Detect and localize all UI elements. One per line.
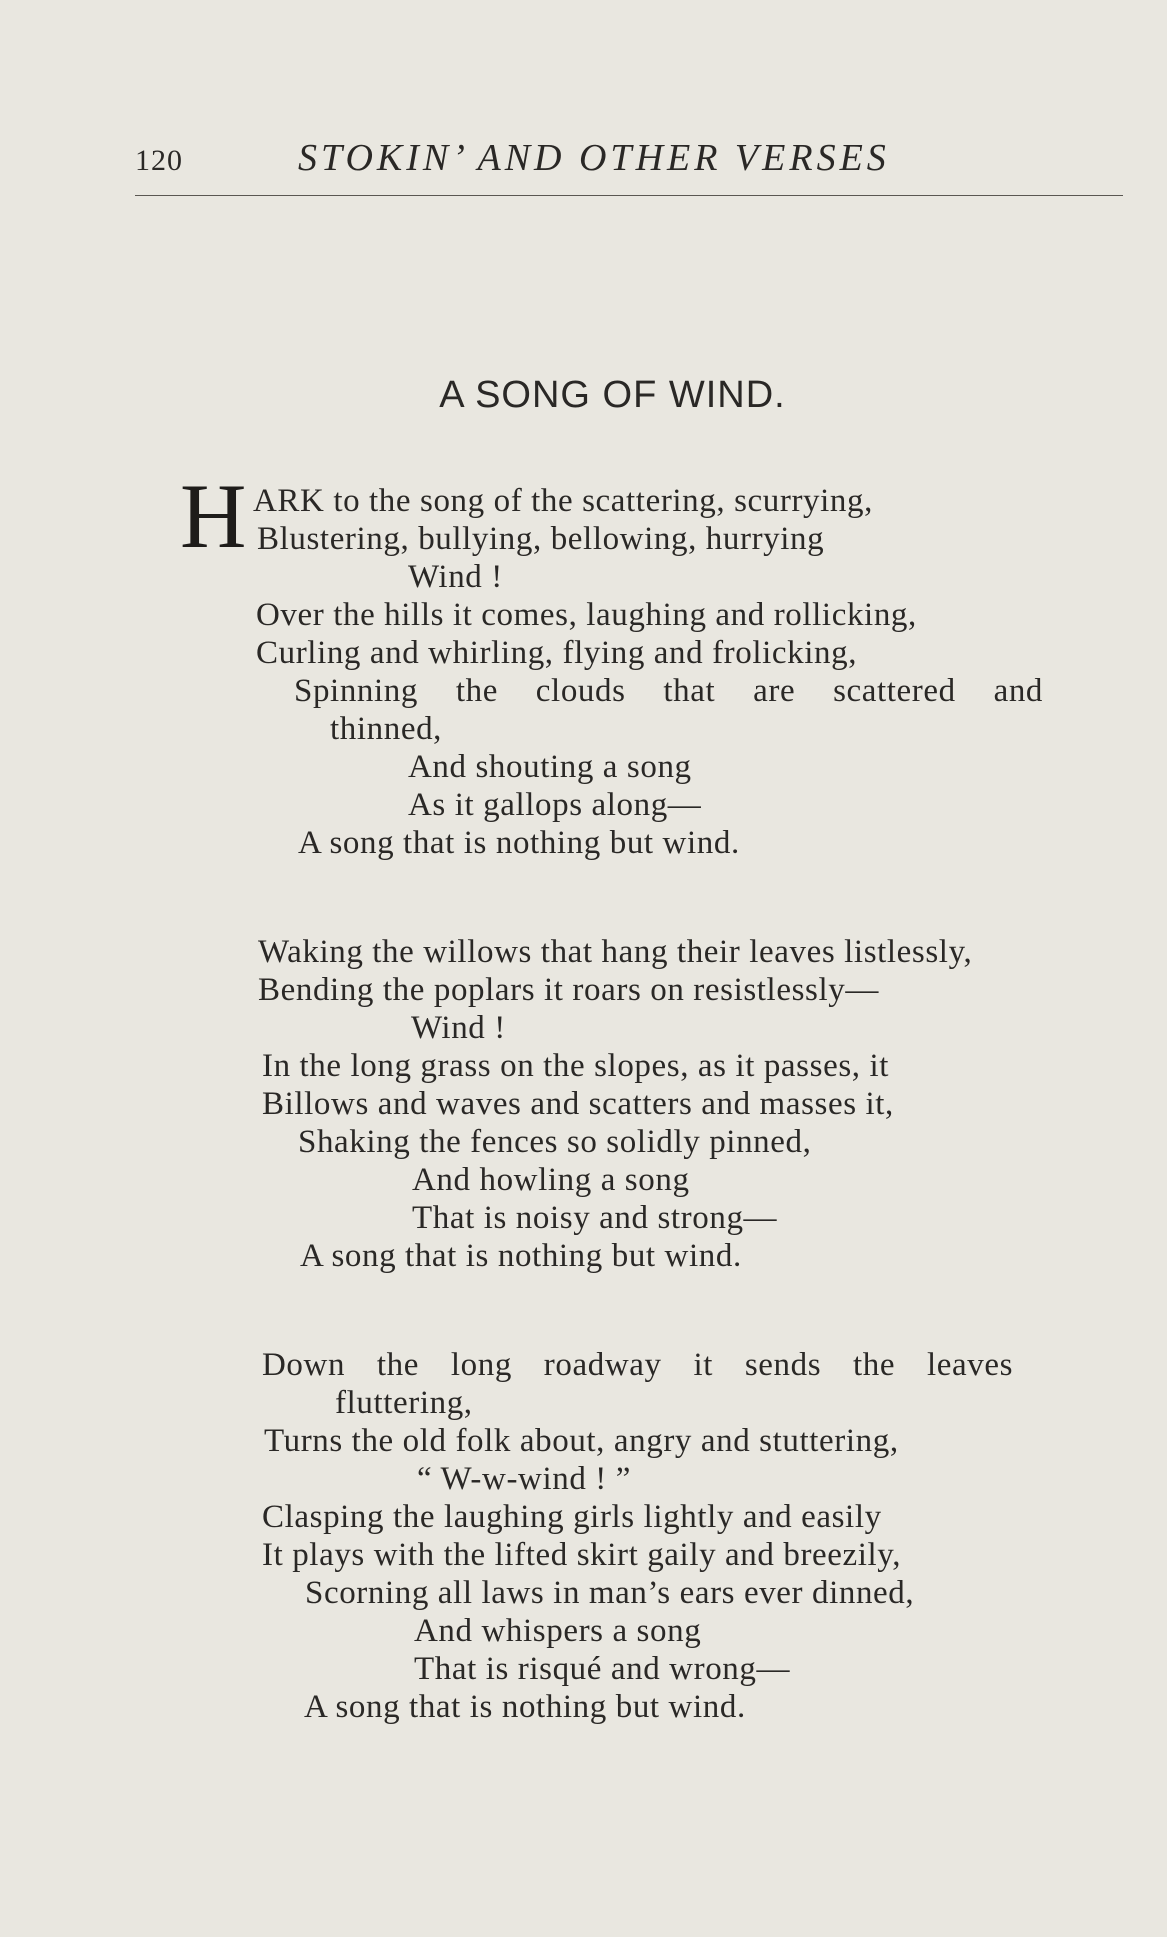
poem-line: Wind !: [411, 1010, 506, 1046]
poem-line: A song that is nothing but wind.: [298, 825, 740, 861]
poem-line: That is noisy and strong—: [412, 1200, 778, 1236]
poem-line: And whispers a song: [414, 1613, 702, 1649]
poem-line: “ W-w-wind ! ”: [417, 1461, 631, 1497]
poem-line: Clasping the laughing girls lightly and easily: [262, 1499, 882, 1535]
poem-line: Billows and waves and scatters and masses it,: [262, 1086, 894, 1122]
poem-line: A song that is nothing but wind.: [300, 1238, 742, 1274]
poem-line: It plays with the lifted skirt gaily and breezily,: [262, 1537, 902, 1573]
poem-line: And howling a song: [412, 1162, 690, 1198]
poem-line: Over the hills it comes, laughing and rollicking,: [256, 597, 917, 633]
poem-line-text: Down the long roadway it sends the leaves: [262, 1347, 1014, 1383]
poem-line: A song that is nothing but wind.: [304, 1689, 746, 1725]
poem-line: ARK to the song of the scattering, scurrying,: [253, 483, 873, 519]
poem-line: And shouting a song: [408, 749, 692, 785]
page-number: 120: [135, 144, 183, 177]
poem-line: Blustering, bullying, bellowing, hurrying: [257, 521, 825, 557]
poem-line: thinned,: [330, 711, 443, 747]
poem-line-text: Spinning the clouds that are scattered and: [294, 673, 1044, 709]
running-title: STOKIN’ AND OTHER VERSES: [298, 137, 890, 179]
poem-line: Curling and whirling, flying and frolicking,: [256, 635, 858, 671]
running-head: [135, 136, 1125, 186]
poem-line: As it gallops along—: [408, 787, 702, 823]
poem-line: Bending the poplars it roars on resistlessly—: [258, 972, 879, 1008]
poem-title: A SONG OF WIND.: [439, 374, 786, 416]
poem-line: Shaking the fences so solidly pinned,: [298, 1124, 812, 1160]
poem-line: Scorning all laws in man’s ears ever dinned,: [305, 1575, 915, 1611]
drop-cap: H: [180, 465, 247, 567]
poem-line: Wind !: [408, 559, 503, 595]
poem-line: In the long grass on the slopes, as it passes, it: [262, 1048, 889, 1084]
poem-line: Turns the old folk about, angry and stuttering,: [264, 1423, 899, 1459]
poem-line-justified: [294, 672, 1126, 710]
header-rule: [135, 195, 1123, 196]
poem-line: [262, 1346, 1132, 1384]
poem-line: fluttering,: [335, 1385, 473, 1421]
poem-line: That is risqué and wrong—: [414, 1651, 791, 1687]
poem-line: Waking the willows that hang their leaves listlessly,: [258, 934, 973, 970]
